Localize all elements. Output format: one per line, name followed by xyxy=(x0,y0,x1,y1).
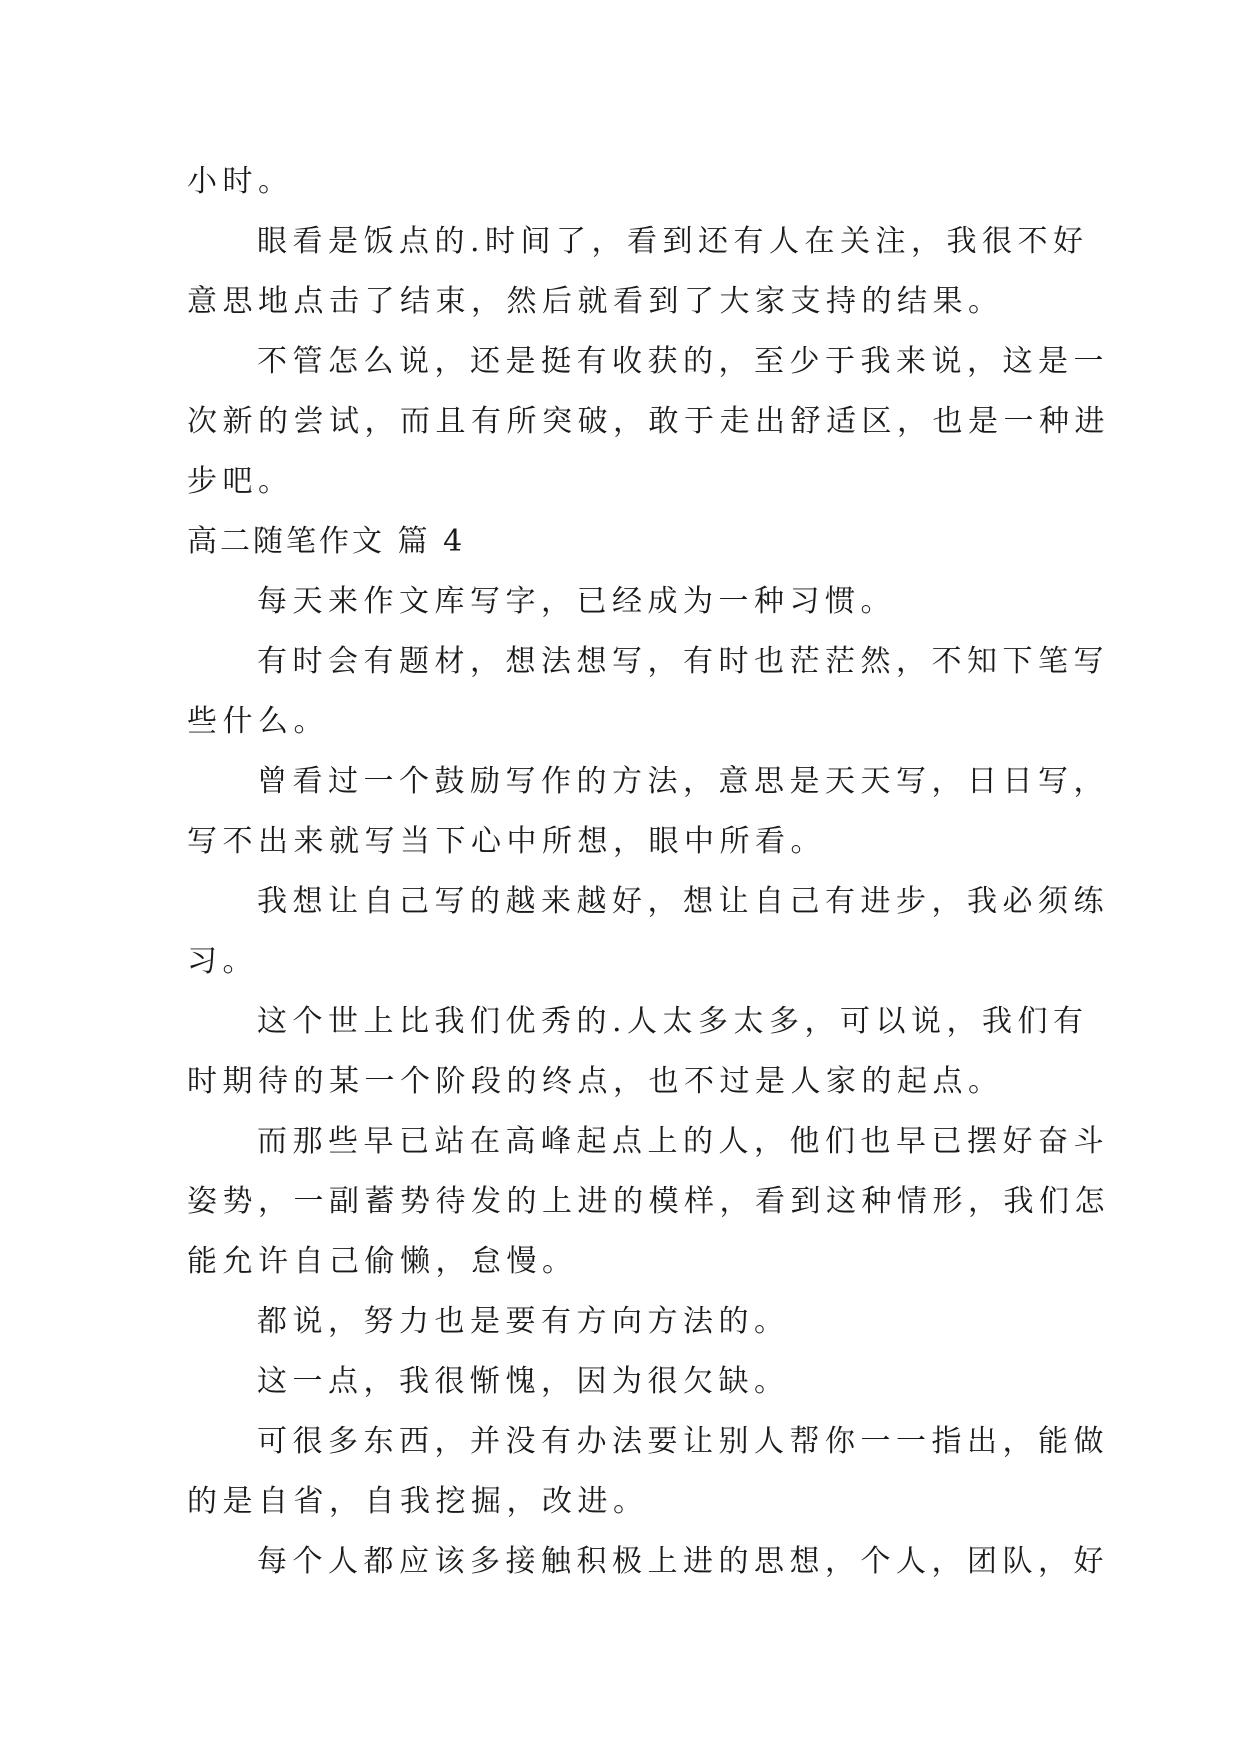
text-line: 曾看过一个鼓励写作的方法，意思是天天写，日日写， xyxy=(257,764,1109,799)
text-line: 每天来作文库写字，已经成为一种习惯。 xyxy=(257,584,896,619)
text-line: 的是自省，自我挖掘，改进。 xyxy=(187,1484,649,1519)
text-line: 这个世上比我们优秀的.人太多太多，可以说，我们有 xyxy=(257,1004,1089,1039)
text-line: 这一点，我很惭愧，因为很欠缺。 xyxy=(257,1364,790,1399)
text-line: 可很多东西，并没有办法要让别人帮你一一指出，能做 xyxy=(257,1424,1109,1459)
text-line: 能允许自己偷懒，怠慢。 xyxy=(187,1244,578,1279)
text-line: 次新的尝试，而且有所突破，敢于走出舒适区，也是一种进 xyxy=(187,404,1110,439)
text-line: 意思地点击了结束，然后就看到了大家支持的结果。 xyxy=(187,284,1004,319)
text-line: 每个人都应该多接触积极上进的思想，个人，团队，好 xyxy=(257,1544,1109,1579)
text-line: 步吧。 xyxy=(187,464,294,499)
text-line: 些什么。 xyxy=(187,704,329,739)
section-heading: 高二随笔作文 篇 4 xyxy=(187,524,466,559)
text-line: 小时。 xyxy=(187,164,294,199)
text-line: 而那些早已站在高峰起点上的人，他们也早已摆好奋斗 xyxy=(257,1124,1109,1159)
text-line: 都说，努力也是要有方向方法的。 xyxy=(257,1304,790,1339)
text-line: 不管怎么说，还是挺有收获的，至少于我来说，这是一 xyxy=(257,344,1109,379)
document-body xyxy=(187,152,1110,1592)
text-line: 习。 xyxy=(187,944,258,979)
text-line: 有时会有题材，想法想写，有时也茫茫然，不知下笔写 xyxy=(257,644,1109,679)
text-line: 写不出来就写当下心中所想，眼中所看。 xyxy=(187,824,826,859)
text-line: 姿势，一副蓄势待发的上进的模样，看到这种情形，我们怎 xyxy=(187,1184,1110,1219)
text-line: 眼看是饭点的.时间了，看到还有人在关注，我很不好 xyxy=(257,224,1089,259)
text-line: 时期待的某一个阶段的终点，也不过是人家的起点。 xyxy=(187,1064,1004,1099)
text-line: 我想让自己写的越来越好，想让自己有进步，我必须练 xyxy=(257,884,1109,919)
